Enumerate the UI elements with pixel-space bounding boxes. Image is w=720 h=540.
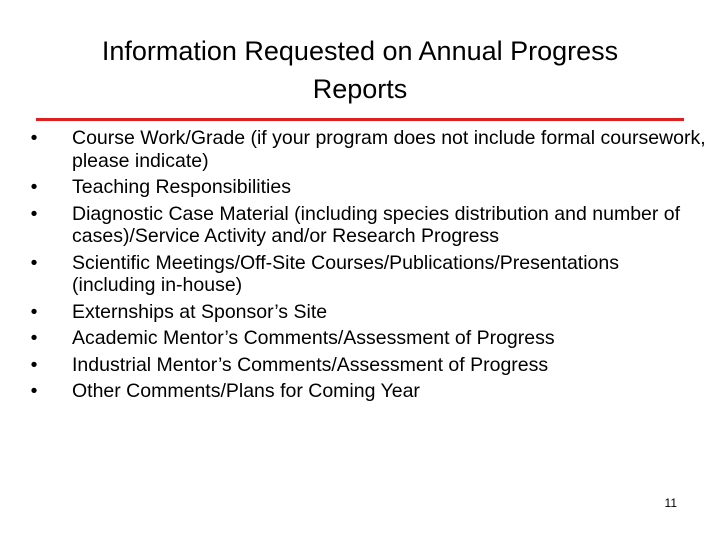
bullet-icon: • [30,176,38,198]
bullet-text: Diagnostic Case Material (including species distribution and number of cases)/Service Activity and/or Research Progress [72,202,681,247]
slide-title [30,32,690,108]
bullet-item-academic-mentor [26,327,706,350]
bullet-text: Teaching Responsibilities [72,176,291,198]
bullet-item-teaching [26,176,706,199]
bullet-icon: • [30,353,38,376]
bullet-item-course-work [26,127,706,172]
bullet-icon: • [30,327,38,349]
bullet-item-scientific-meetings [26,252,706,297]
bullet-icon: • [30,202,38,225]
slide-title-line-2: Reports [312,74,408,104]
bullet-item-other-comments [26,380,706,403]
bullet-list [26,127,706,407]
bullet-text: Industrial Mentor’s Comments/Assessment of Progress [72,353,549,376]
bullet-icon: • [30,300,38,323]
bullet-text: Course Work/Grade (if your program does not include formal coursework, please indicate) [72,127,706,172]
slide-title-line-1: Information Requested on Annual Progress [101,36,619,66]
page-number: 11 [664,496,677,510]
bullet-icon: • [30,380,38,402]
bullet-text: Academic Mentor’s Comments/Assessment of Progress [72,327,555,349]
bullet-icon: • [30,127,38,149]
bullet-text: Externships at Sponsor’s Site [72,300,328,323]
bullet-icon: • [30,251,38,274]
bullet-text: Scientific Meetings/Off-Site Courses/Publications/Presentations (including in-house) [72,251,619,296]
bullet-item-externships [26,301,706,324]
bullet-item-diagnostic-case [26,203,706,248]
title-divider [36,118,684,121]
bullet-text: Other Comments/Plans for Coming Year [72,380,420,402]
bullet-item-industrial-mentor [26,354,706,377]
